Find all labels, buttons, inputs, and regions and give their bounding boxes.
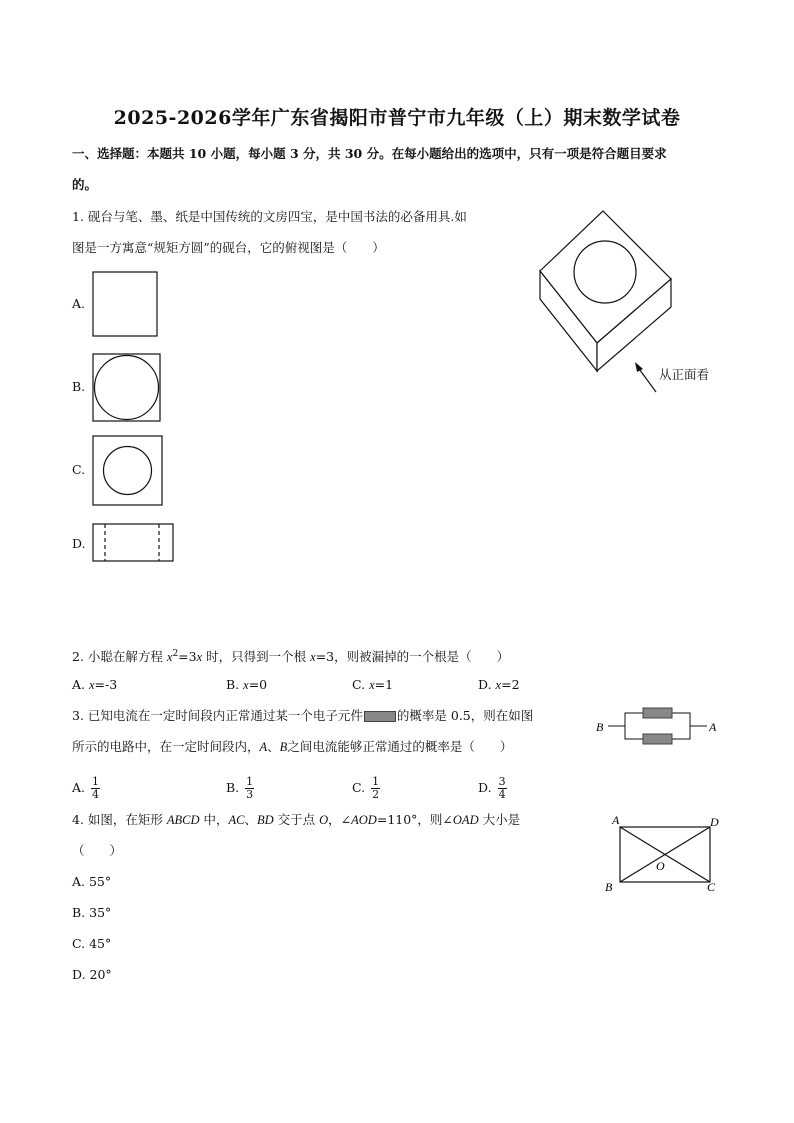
vertex-label-a: A [612,813,620,827]
page-title: 2025-2026学年广东省揭阳市普宁市九年级（上）期末数学试卷 [113,107,681,129]
q3-option-d[interactable]: D. $\frac{3}{4}$ [478,775,506,801]
vertex-label-c: C [707,880,716,894]
q1-option-c-figure [92,435,164,507]
q3-option-c[interactable]: C. $\frac{1}{2}$ [352,775,380,801]
q2-option-b[interactable]: B. x=0 [226,677,268,692]
q1-stem-line1: 1. 砚台与笔、墨、纸是中国传统的文房四宝，是中国书法的必备用具.如 [72,209,467,224]
section-instructions-line2: 的。 [72,177,98,192]
q1-stem-line2: 图是一方寓意“规矩方圆”的砚台，它的俯视图是（ ） [72,240,385,255]
q3-option-a[interactable]: A. $\frac{1}{4}$ [72,775,100,801]
q3-option-b[interactable]: B. $\frac{1}{3}$ [226,775,254,801]
fraction: $\frac{3}{4}$ [498,775,506,801]
square-shape [93,354,160,421]
square-shape [93,272,157,336]
fraction: $\frac{1}{4}$ [92,775,100,801]
q4-option-a[interactable]: A. 55° [72,874,112,889]
q4-rectangle-figure [600,812,725,897]
fraction: $\frac{1}{2}$ [372,775,380,801]
q1-option-b-label[interactable]: B. [72,379,86,394]
q4-stem-line2: （ ） [72,843,123,858]
q2-option-a[interactable]: A. x=-3 [72,677,118,692]
q4-option-b[interactable]: B. 35° [72,905,112,920]
circuit-label-a: A [709,720,717,734]
q1-option-a-label[interactable]: A. [72,296,86,311]
q2-option-c[interactable]: C. x=1 [352,677,394,692]
q3-circuit-figure [594,700,724,750]
vertex-label-b: B [605,880,613,894]
q1-option-a-figure [92,271,158,337]
q1-option-d-figure [92,523,174,563]
vertex-label-d: D [710,815,719,829]
q1-option-b-figure [92,353,162,423]
q3-stem-line1: 3. 已知电流在一定时间段内正常通过某一个电子元件 的概率是 0.5，则在如图 [72,708,534,723]
component-bottom [643,734,672,744]
q1-view-label: 从正面看 [659,367,710,382]
q3-stem-line2: 所示的电路中，在一定时间段内，A、B之间电流能够正常通过的概率是（ ） [72,739,513,754]
q4-stem-line1: 4. 如图，在矩形 ABCD 中，AC、BD 交于点 O，∠AOD=110°，则∠OAD 大小是 [72,812,521,827]
circuit-label-b: B [596,720,604,734]
center-label-o: O [656,859,665,873]
electronic-component-icon [364,711,396,722]
fraction: $\frac{1}{3}$ [246,775,254,801]
circle-shape [104,447,152,495]
q2-option-d[interactable]: D. x=2 [478,677,520,692]
q4-option-c[interactable]: C. 45° [72,936,112,951]
section-instructions-line1: 一、选择题：本题共 10 小题，每小题 3 分，共 30 分。在每小题给出的选项中，只有一项是符合题目要求 [72,146,667,161]
q1-option-d-label[interactable]: D. [72,536,86,551]
q1-option-c-label[interactable]: C. [72,462,86,477]
component-top [643,708,672,718]
q4-option-d[interactable]: D. 20° [72,967,112,982]
view-arrow-head [635,362,643,372]
circle-shape [95,356,159,420]
q2-stem: 2. 小聪在解方程 $x^2=3x$ 时，只得到一个根 x=3，则被漏掉的一个根是（ ） [72,649,510,665]
